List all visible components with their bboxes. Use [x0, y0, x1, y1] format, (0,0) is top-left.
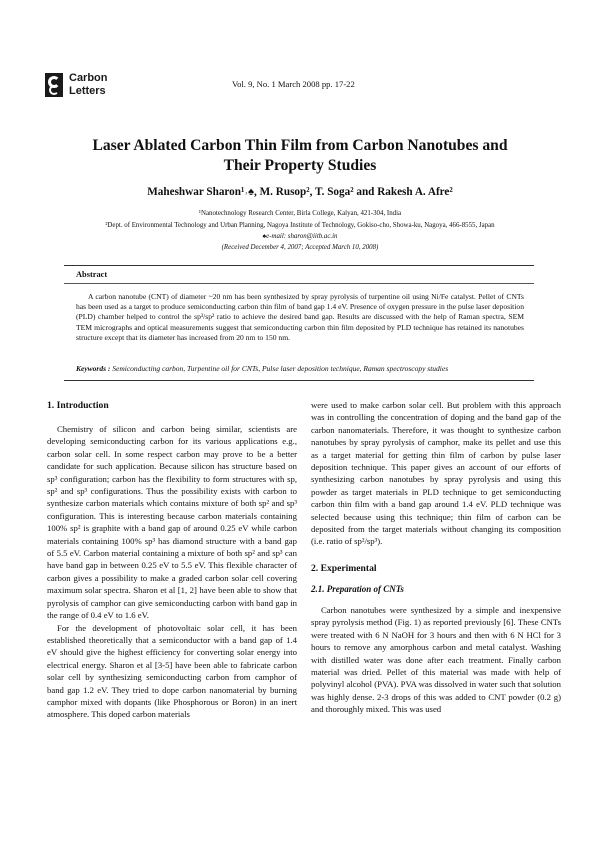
abstract-body	[76, 292, 524, 343]
abstract-bottom-rule	[64, 380, 534, 381]
keywords-text: Semiconducting carbon, Turpentine oil for CNTs, Pulse laser deposition technique, Raman spectroscopy studies	[110, 364, 449, 373]
received-dates: (Received December 4, 2007; Accepted March 10, 2008)	[221, 244, 379, 251]
journal-name	[69, 72, 108, 98]
paper-title	[60, 136, 540, 176]
abstract-heading: Abstract	[76, 270, 108, 279]
intro-paragraph-1: Chemistry of silicon and carbon being similar, scientists are developing semiconducting carbon for its various applications e.g., carbon solar cell. In some respect carbon may prove to be a better candidate for such application. Because silicon has structure based on sp³ configuration; carbon has the flexibility to form structures with sp, sp² and sp³ configurations. Thus the possibility exists with carbon to synthesize carbon materials which contains mixture of both sp² and sp³ configuration. This is interesting because carbon materials containing 100% sp² is graphite with a band gap of around 0.25 eV while carbon materials containing 100% sp³ has diamond structure with a band gap of 5.5 eV. Carbon material containing a mixture of both sp² and sp³ can have band gap in between 0.25 eV to 5.5 eV. This flexible character of carbon gives a possibility to make a graded carbon solar cell covering maximum solar spectra. Sharon et al [1, 2] have been able to show that pyrolysis of camphor can give semiconducting carbon with band gap in the range of 0.4 eV to 1.6 eV.	[47, 424, 297, 621]
section-heading-experimental: 2. Experimental	[311, 562, 377, 574]
title-line2: Their Property Studies	[223, 157, 377, 174]
journal-name-line2: Letters	[69, 85, 106, 97]
subsection-heading-preparation: 2.1. Preparation of CNTs	[311, 583, 404, 594]
affiliation-1: ¹Nanotechnology Research Center, Birla College, Kalyan, 421-304, India	[198, 210, 402, 217]
right-column	[311, 399, 561, 716]
carbon-letters-logo-icon	[45, 73, 63, 97]
journal-name-line1: Carbon	[69, 72, 108, 84]
corresponding-email: ♠e-mail: sharon@iitb.ac.in	[262, 233, 338, 240]
left-column	[47, 399, 297, 721]
title-line1: Laser Ablated Carbon Thin Film from Carbon Nanotubes and	[92, 137, 508, 154]
section-heading-introduction: 1. Introduction	[47, 400, 109, 411]
volume-info: Vol. 9, No. 1 March 2008 pp. 17-22	[232, 79, 355, 89]
keywords	[76, 364, 524, 373]
abstract-text: A carbon nanotube (CNT) of diameter ~20 nm has been synthesized by spray pyrolysis of turpentine oil using Ni/Fe catalyst. Pellet of CNTs has been used as a target to produce semiconducting carbon thin film of band gap 1.4 eV. Presence of oxygen pressure in the pulse laser deposition (PLD) chamber helped to control the sp³/sp² ratio to achieve the desired band gap. Results are discussed with the help of Raman spectra, SEM TEM micrographs and optical measurements suggest that semiconducting carbon thin film deposited by PLD technique has retained its nanotubes structure except that its diameter has increased from 20 nm to 150 nm.	[76, 292, 524, 342]
abstract-divider	[64, 283, 534, 284]
keywords-label: Keywords :	[76, 364, 111, 373]
intro-paragraph-3: were used to make carbon solar cell. But problem with this approach was in controlling the concentration of doping and the band gap of the carbon nanomaterials. Therefore, it was thought to synthesize carbon nanotubes by spray pyrolysis of camphor, make its pellet and use this as a target material for getting thin film of carbon by pulse laser deposition technique. This paper gives an account of our efforts of synthesizing carbon nanotubes by spray pyrolysis and using this powder as target materials in PLD technique to get semiconducting carbon thin film with a band gap around 1.4 eV. PLD technique was selected because using this technique; thin film of carbon can be deposited from the target materials without changing its composition (i.e. ratio of sp²/sp³).	[311, 400, 561, 547]
authors: Maheshwar Sharon¹˒♠, M. Rusop², T. Soga² and Rakesh A. Afre²	[147, 186, 453, 198]
abstract-top-rule	[64, 265, 534, 266]
experimental-paragraph-1: Carbon nanotubes were synthesized by a simple and inexpensive spray pyrolysis method (Fig. 1) as reported previously [6]. These CNTs were treated with 6 N NaOH for 3 hours and then with 6 N HCl for 3 hours to remove any amorphous carbon and metal catalyst. Washing with distilled water was done after each treatment. Finally carbon material was dried. Pellet of this material was made with help of polyvinyl alcohol (PVA). PVA was dissolved in water such that solution was highly dense. 2-3 drops of this was added to CNT powder (0.2 g) and thoroughly mixed. This was used	[311, 604, 561, 715]
affiliation-2: ²Dept. of Environmental Technology and Urban Planning, Nagoya Institute of Technology, Gokiso-cho, Showa-ku, Nagoya, 466-8555, Japan	[105, 222, 495, 229]
intro-paragraph-2: For the development of photovoltaic solar cell, it has been established theoretically that a semiconductor with a band gap of 1.4 eV should give the highest efficiency for converting solar energy into electrical energy. Sharon et al [3-5] have been able to fabricate carbon solar cell by synthesizing semiconducting carbon from camphor of band gap 1.2 eV. They tried to dope carbon nanomaterial by burning camphor mixed with dopants (like Phosphorous or Boron) in an inert atmosphere. This doped carbon materials	[47, 622, 297, 720]
journal-logo	[45, 72, 108, 98]
